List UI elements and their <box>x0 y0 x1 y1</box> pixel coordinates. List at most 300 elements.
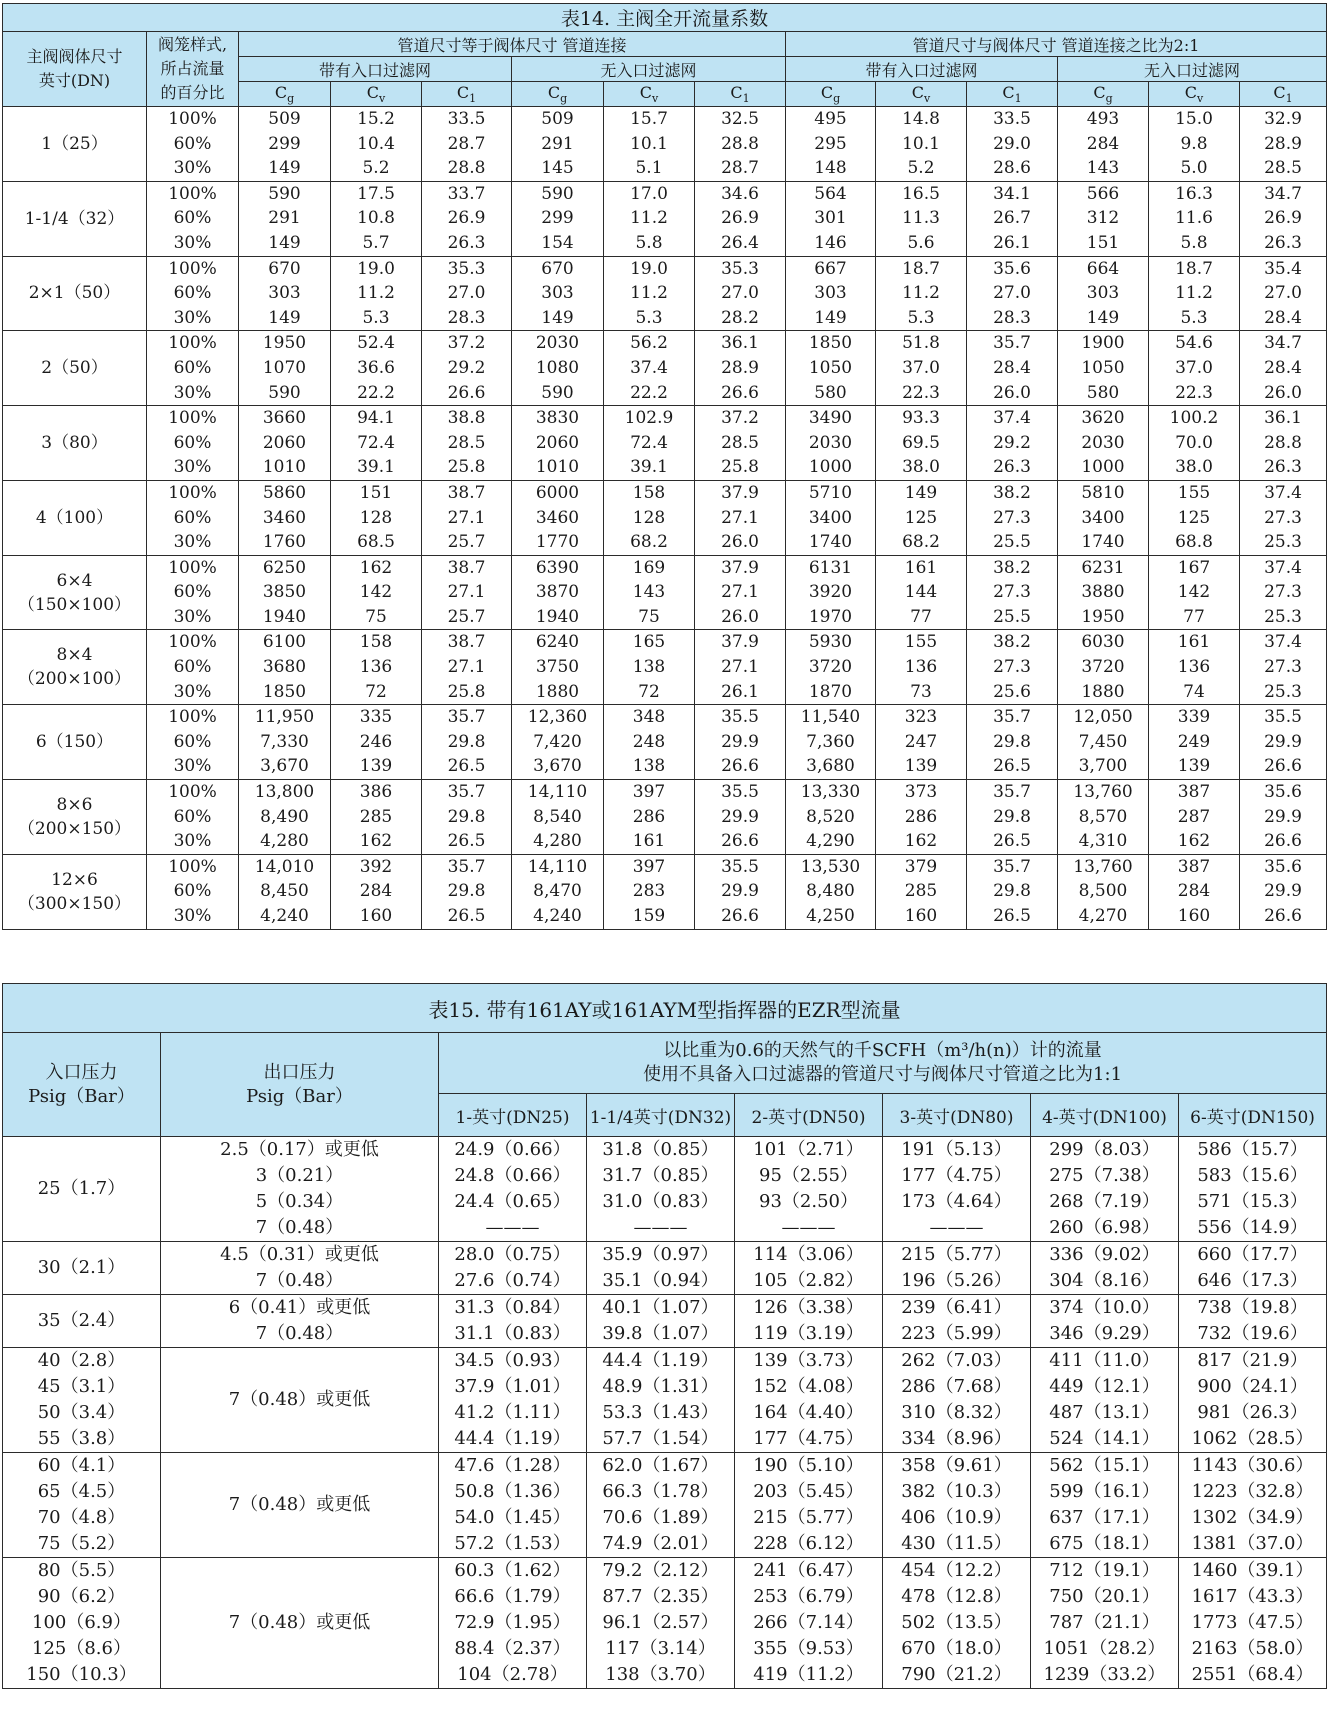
value-cell <box>1058 555 1149 630</box>
value: 29.9 <box>721 881 759 902</box>
value: 387 <box>1177 856 1211 877</box>
value-cell <box>422 854 512 929</box>
flow-value: 177（4.75） <box>753 1428 864 1449</box>
value: 1850 <box>262 681 307 702</box>
flow-cell <box>1031 1558 1179 1689</box>
value: 158 <box>632 482 666 503</box>
flow-value: 203（5.45） <box>753 1481 864 1502</box>
subgroup-header-2: 带有入口过滤网 <box>786 57 1058 82</box>
flow-value: 1223（32.8） <box>1191 1481 1314 1502</box>
value: 35.7 <box>993 333 1031 354</box>
value: 161 <box>1177 632 1211 653</box>
value-cell <box>422 480 512 555</box>
flow-value: 637（17.1） <box>1049 1507 1160 1528</box>
size-header: 2-英寸(DN50) <box>735 1094 883 1137</box>
value: 72.4 <box>630 432 668 453</box>
outlet-cell <box>161 1348 439 1453</box>
value-cell <box>239 705 331 780</box>
value-cell <box>1058 256 1149 331</box>
value-cell <box>876 630 967 705</box>
cell-line: 2×1（50） <box>28 283 121 304</box>
flow-value: 571（15.3） <box>1197 1191 1308 1212</box>
value: 5.8 <box>635 232 663 253</box>
value: 37.9 <box>721 632 759 653</box>
value-cell <box>1058 107 1149 182</box>
value: 11.2 <box>357 283 395 304</box>
value: 28.5 <box>1264 158 1302 179</box>
value: 33.7 <box>447 183 486 204</box>
col-header-inlet-l2: Psig（Bar） <box>28 1085 135 1107</box>
flow-value: 47.6（1.28） <box>454 1455 571 1476</box>
value: 10.1 <box>902 133 940 154</box>
cell-line: 75（5.2） <box>37 1533 126 1554</box>
flow-value: 260（6.98） <box>1049 1217 1160 1238</box>
value: 35.3 <box>721 258 759 279</box>
flow-value: ——— <box>929 1217 984 1238</box>
value: 34.7 <box>1264 183 1302 204</box>
value: 35.4 <box>1264 258 1302 279</box>
value: 25.3 <box>1264 606 1302 627</box>
flow-value: 374（10.0） <box>1049 1297 1160 1318</box>
value: 27.1 <box>721 582 759 603</box>
group-header-b: 管道尺寸与阀体尺寸 管道连接之比为2:1 <box>786 32 1327 57</box>
value: 285 <box>904 881 938 902</box>
table-row <box>3 480 1327 555</box>
value: 35.7 <box>993 707 1031 728</box>
value-cell <box>331 630 422 705</box>
flow-value: 66.6（1.79） <box>454 1586 571 1607</box>
value: 3400 <box>808 507 853 528</box>
flow-value: 24.8（0.66） <box>454 1165 571 1186</box>
flow-value: 1460（39.1） <box>1191 1560 1314 1581</box>
value-cell <box>786 705 876 780</box>
value: 29.8 <box>993 881 1031 902</box>
col-header-size-l2: 英寸(DN) <box>38 71 111 90</box>
value: 1050 <box>808 357 853 378</box>
flow-value: 24.9（0.66） <box>454 1139 571 1160</box>
value: 1010 <box>262 457 307 478</box>
value-cell <box>512 854 604 929</box>
value: 339 <box>1177 707 1211 728</box>
flow-value: 87.7（2.35） <box>602 1586 719 1607</box>
flow-cell <box>1031 1453 1179 1558</box>
value: 37.4 <box>1264 632 1302 653</box>
value: 11.2 <box>1175 283 1213 304</box>
flow-cell <box>587 1137 735 1242</box>
flow-value: 382（10.3） <box>901 1481 1012 1502</box>
percent-value: 30% <box>173 532 212 553</box>
flow-value: 57.7（1.54） <box>602 1428 719 1449</box>
value: 35.7 <box>993 782 1031 803</box>
value: 3880 <box>1081 582 1125 603</box>
value: 16.5 <box>902 183 940 204</box>
value: 26.5 <box>993 831 1031 852</box>
value-cell <box>331 331 422 406</box>
cell-line: 30（2.1） <box>37 1257 126 1278</box>
value: 493 <box>1086 109 1120 129</box>
value: 397 <box>632 782 666 803</box>
value-cell <box>876 705 967 780</box>
flow-value: 1239（33.2） <box>1043 1664 1166 1685</box>
value-cell <box>604 331 695 406</box>
value: 38.2 <box>993 557 1031 578</box>
value: 284 <box>359 881 393 902</box>
value: 670 <box>541 258 574 279</box>
value: 149 <box>541 307 574 328</box>
value: 285 <box>359 806 393 827</box>
value: 392 <box>359 856 393 877</box>
flow-value: 66.3（1.78） <box>602 1481 719 1502</box>
value: 155 <box>904 632 938 653</box>
flow-value: 44.4（1.19） <box>454 1428 571 1449</box>
value: 149 <box>1086 307 1120 328</box>
percent-cell <box>147 480 239 555</box>
value: 149 <box>814 307 847 328</box>
col-header-size <box>3 32 147 107</box>
value: 4,240 <box>533 906 582 926</box>
value: 35.5 <box>1264 707 1302 728</box>
value-cell <box>512 181 604 256</box>
flow-value: 336（9.02） <box>1049 1244 1160 1265</box>
flow-value: 334（8.96） <box>901 1428 1012 1449</box>
value-cell <box>239 480 331 555</box>
value: 564 <box>814 183 847 204</box>
percent-value: 60% <box>173 881 212 902</box>
flow-value: 177（4.75） <box>901 1165 1012 1186</box>
flow-cell <box>735 1242 883 1295</box>
coef-header <box>512 82 604 107</box>
value: 15.2 <box>357 109 395 129</box>
flow-value: 304（8.16） <box>1049 1270 1160 1291</box>
value: 3,700 <box>1078 756 1128 777</box>
value: 2060 <box>262 432 307 453</box>
cell-line: 35（2.4） <box>37 1310 126 1331</box>
value: 37.2 <box>721 408 759 429</box>
cell-line: 60（4.1） <box>37 1455 126 1476</box>
value-cell <box>967 705 1058 780</box>
outlet-cell <box>161 1453 439 1558</box>
value-cell <box>695 181 786 256</box>
value: 29.8 <box>447 731 486 752</box>
flow-value: 2551（68.4） <box>1191 1664 1314 1685</box>
size-header: 1-1/4英寸(DN32) <box>587 1094 735 1137</box>
value: 72.4 <box>357 432 395 453</box>
flow-value: 241（6.47） <box>753 1560 864 1581</box>
coef-header <box>1149 82 1240 107</box>
value: 1940 <box>262 606 307 627</box>
percent-value: 30% <box>173 158 212 179</box>
value: 29.9 <box>721 731 759 752</box>
value-cell <box>967 406 1058 481</box>
value: 159 <box>632 906 666 926</box>
table-row <box>3 630 1327 705</box>
flow-value: 96.1（2.57） <box>602 1612 719 1633</box>
group-header-a: 管道尺寸等于阀体尺寸 管道连接 <box>239 32 786 57</box>
value-cell <box>422 331 512 406</box>
percent-value: 30% <box>173 906 212 926</box>
value-cell <box>967 331 1058 406</box>
flow-value: 732（19.6） <box>1197 1323 1308 1344</box>
value: 37.4 <box>993 408 1031 429</box>
value: 14,010 <box>254 856 315 877</box>
value: 27.3 <box>1264 582 1302 603</box>
coef-subscript: g <box>287 92 295 106</box>
flow-value: 88.4（2.37） <box>454 1638 571 1659</box>
value: 1740 <box>1081 532 1125 553</box>
value: 3460 <box>262 507 307 528</box>
value: 3620 <box>1081 408 1125 429</box>
cell-line: 12×6 <box>51 869 98 890</box>
value: 38.2 <box>993 632 1031 653</box>
cell-line: 3（80） <box>41 433 108 454</box>
value: 151 <box>359 482 393 503</box>
value: 37.4 <box>1264 557 1302 578</box>
value: 2060 <box>535 432 580 453</box>
coef-header-label: $C_1$ <box>1273 82 1293 106</box>
value: 22.3 <box>1175 382 1213 403</box>
value: 11.2 <box>630 208 668 229</box>
value: 27.3 <box>993 582 1031 603</box>
flow-value: 660（17.7） <box>1197 1244 1308 1265</box>
value-cell <box>604 854 695 929</box>
value: 29.9 <box>1264 881 1302 902</box>
cell-line: 7（0.48）或更低 <box>228 1612 371 1633</box>
value-cell <box>512 555 604 630</box>
coef-header-label: $C_1$ <box>730 82 750 106</box>
value-cell <box>239 780 331 855</box>
value: 25.7 <box>447 606 486 627</box>
value-cell <box>967 107 1058 182</box>
coef-header-label: $C_1$ <box>456 82 477 106</box>
value: 165 <box>632 632 666 653</box>
value-cell <box>512 705 604 780</box>
value: 25.7 <box>447 532 486 553</box>
value: 1880 <box>1081 681 1125 702</box>
flow-value: 275（7.38） <box>1049 1165 1160 1186</box>
flow-value: 39.8（1.07） <box>602 1323 719 1344</box>
flow-cell <box>883 1348 1031 1453</box>
value-cell <box>967 630 1058 705</box>
flow-value: 266（7.14） <box>753 1612 864 1633</box>
coef-header <box>695 82 786 107</box>
coef-subscript: v <box>924 92 931 106</box>
value: 38.7 <box>447 482 486 503</box>
value-cell <box>695 780 786 855</box>
value: 246 <box>359 731 393 752</box>
value: 5.1 <box>635 158 663 179</box>
flow-value: 358（9.61） <box>901 1455 1012 1476</box>
value: 26.6 <box>1264 831 1302 852</box>
value: 5860 <box>262 482 307 503</box>
coef-header <box>604 82 695 107</box>
value-cell <box>786 780 876 855</box>
value: 6000 <box>535 482 580 503</box>
value: 70.0 <box>1175 432 1213 453</box>
value-cell <box>876 107 967 182</box>
cell-line: 90（6.2） <box>37 1586 126 1607</box>
cell-line: 40（2.8） <box>37 1350 126 1371</box>
flow-value: 139（3.73） <box>753 1350 864 1371</box>
value: 27.1 <box>447 582 486 603</box>
inlet-cell <box>3 1558 161 1689</box>
flow-cell <box>587 1348 735 1453</box>
table-row <box>3 1453 1327 1558</box>
flow-cell <box>735 1137 883 1242</box>
value: 386 <box>359 782 393 803</box>
percent-cell <box>147 780 239 855</box>
percent-cell <box>147 705 239 780</box>
outlet-cell <box>161 1295 439 1348</box>
flow-value: 196（5.26） <box>901 1270 1012 1291</box>
value-cell <box>331 480 422 555</box>
value-cell <box>604 406 695 481</box>
value: 18.7 <box>902 258 940 279</box>
value: 149 <box>268 232 301 253</box>
size-cell <box>3 780 147 855</box>
table-15-title: 表15. 带有161AY或161AYM型指挥器的EZR型流量 <box>3 984 1327 1033</box>
value: 13,800 <box>254 782 315 803</box>
value: 291 <box>268 208 301 229</box>
value-cell <box>1058 406 1149 481</box>
percent-cell <box>147 630 239 705</box>
table-row <box>3 1558 1327 1689</box>
value-cell <box>786 480 876 555</box>
value-cell <box>967 181 1058 256</box>
value: 312 <box>1086 208 1120 229</box>
flow-value: 119（3.19） <box>753 1323 864 1344</box>
value: 1870 <box>808 681 853 702</box>
value: 28.8 <box>721 133 759 154</box>
value: 125 <box>1177 507 1211 528</box>
value: 158 <box>359 632 393 653</box>
value: 26.6 <box>447 382 486 403</box>
value: 144 <box>904 582 938 603</box>
value: 28.8 <box>447 158 486 179</box>
value: 39.1 <box>630 457 668 478</box>
value-cell <box>1149 480 1240 555</box>
value: 143 <box>1086 158 1120 179</box>
flow-cell <box>439 1242 587 1295</box>
percent-value: 100% <box>168 557 217 578</box>
value: 15.7 <box>630 109 668 129</box>
flow-value: 57.2（1.53） <box>454 1533 571 1554</box>
value: 35.6 <box>1264 782 1302 803</box>
value: 149 <box>904 482 938 503</box>
value: 5.6 <box>907 232 935 253</box>
value-cell <box>1149 256 1240 331</box>
value: 12,050 <box>1073 707 1133 728</box>
value: 26.6 <box>1264 756 1302 777</box>
value: 25.6 <box>993 681 1031 702</box>
value: 3830 <box>535 408 580 429</box>
value-cell <box>604 107 695 182</box>
value-cell <box>239 256 331 331</box>
value: 167 <box>1177 557 1211 578</box>
value: 37.0 <box>1175 357 1213 378</box>
flow-value: 104（2.78） <box>457 1664 568 1685</box>
value: 72 <box>365 681 387 702</box>
value: 28.8 <box>1264 432 1302 453</box>
value: 1760 <box>262 532 307 553</box>
value-cell <box>695 555 786 630</box>
value-cell <box>876 256 967 331</box>
value: 146 <box>814 232 847 253</box>
value: 3660 <box>262 408 307 429</box>
value: 15.0 <box>1175 109 1213 129</box>
value-cell <box>1240 705 1327 780</box>
flow-value: 299（8.03） <box>1049 1139 1160 1160</box>
value-cell <box>239 555 331 630</box>
value: 8,570 <box>1078 806 1128 827</box>
value-cell <box>1058 331 1149 406</box>
flow-value: 31.7（0.85） <box>602 1165 719 1186</box>
value: 303 <box>268 283 301 304</box>
value: 1770 <box>535 532 580 553</box>
percent-value: 30% <box>173 681 212 702</box>
value: 3,680 <box>806 756 855 777</box>
value-cell <box>331 705 422 780</box>
col-header-outlet-l1: 出口压力 <box>263 1061 336 1083</box>
value: 299 <box>541 208 574 229</box>
value-cell <box>786 630 876 705</box>
value-cell <box>512 780 604 855</box>
value: 10.4 <box>357 133 395 154</box>
value-cell <box>422 256 512 331</box>
value: 301 <box>814 208 847 229</box>
value: 128 <box>632 507 666 528</box>
value: 5.3 <box>362 307 390 328</box>
table-row <box>3 256 1327 331</box>
flow-value: ——— <box>485 1217 540 1238</box>
value: 1080 <box>535 357 580 378</box>
coef-header-label: $C_g$ <box>547 82 568 106</box>
value: 143 <box>632 582 666 603</box>
value-cell <box>239 107 331 182</box>
value: 7,360 <box>806 731 855 752</box>
value-cell <box>786 854 876 929</box>
value: 1740 <box>808 532 853 553</box>
flow-cell <box>587 1242 735 1295</box>
value: 35.5 <box>721 782 759 803</box>
value: 77 <box>1183 606 1205 627</box>
flow-value: 28.0（0.75） <box>454 1244 571 1265</box>
value: 38.2 <box>993 482 1031 503</box>
value: 26.5 <box>447 756 486 777</box>
value: 590 <box>268 183 301 204</box>
flow-value: 310（8.32） <box>901 1402 1012 1423</box>
coef-header <box>1240 82 1327 107</box>
value: 139 <box>904 756 938 777</box>
cell-line: （200×100） <box>17 669 132 690</box>
coef-header <box>967 82 1058 107</box>
value: 1070 <box>262 357 307 378</box>
value: 25.3 <box>1264 532 1302 553</box>
coef-header <box>876 82 967 107</box>
value: 128 <box>359 507 393 528</box>
value: 26.3 <box>1264 232 1302 253</box>
size-cell <box>3 705 147 780</box>
value: 3920 <box>808 582 853 603</box>
value: 8,470 <box>533 881 582 902</box>
value: 136 <box>359 657 393 678</box>
value: 52.4 <box>357 333 395 354</box>
flow-cell <box>1031 1242 1179 1295</box>
flow-value: 54.0（1.45） <box>454 1507 571 1528</box>
flow-value: 502（13.5） <box>901 1612 1012 1633</box>
percent-cell <box>147 555 239 630</box>
value: 26.5 <box>993 906 1031 926</box>
cell-line: 55（3.8） <box>37 1428 126 1449</box>
